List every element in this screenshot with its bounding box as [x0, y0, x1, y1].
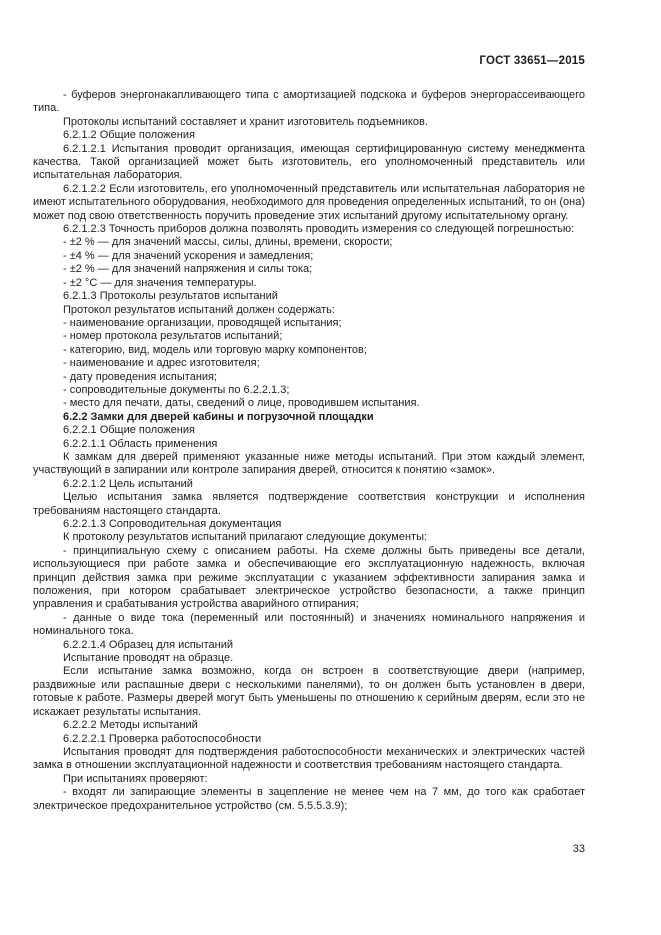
paragraph: 6.2.2.1 Общие положения	[63, 424, 195, 437]
paragraph: - наименование и адрес изготовителя;	[63, 357, 260, 370]
paragraph: Протоколы испытаний составляет и хранит изготовитель подъемников.	[63, 115, 428, 128]
paragraph: 6.2.1.2.3 Точность приборов должна позволять проводить измерения со следующей погрешностью:	[63, 223, 575, 236]
paragraph: Целью испытания замка является подтверждение соответствия конструкции и исполнения требованиям настоящего стандарта.	[33, 491, 585, 517]
paragraph: При испытаниях проверяют:	[63, 772, 208, 785]
paragraph: Испытание проводят на образце.	[63, 652, 234, 665]
paragraph: - категорию, вид, модель или торговую марку компонентов;	[63, 343, 367, 356]
paragraph: - ±2 °С — для значения температуры.	[63, 276, 257, 289]
paragraph: К протоколу результатов испытаний прилагают следующие документы:	[63, 531, 428, 544]
paragraph: - ±2 % — для значений массы, силы, длины, времени, скорости;	[63, 236, 393, 249]
paragraph: - дату проведения испытания;	[63, 370, 218, 383]
paragraph: - буферов энергонакапливающего типа с амортизацией подскока и буферов энергорассеивающего типа.	[33, 89, 585, 115]
page-number: 33	[572, 843, 585, 855]
paragraph: 6.2.2.1.1 Область применения	[63, 437, 218, 450]
paragraph: 6.2.2.1.3 Сопроводительная документация	[63, 518, 282, 530]
paragraph: - наименование организации, проводящей испытания;	[63, 316, 342, 329]
paragraph: Протокол результатов испытаний должен содержать:	[63, 303, 335, 316]
paragraph: - ±2 % — для значений напряжения и силы тока;	[63, 263, 313, 276]
paragraph: 6.2.1.2 Общие положения	[63, 129, 195, 142]
paragraph: Испытания проводят для подтверждения работоспособности механических и электрических частей замка в отношении эксплуатационной надежности и соответствия требованиям настоящего стандарта.	[33, 745, 585, 772]
paragraph: - ±4 % — для значений ускорения и замедления;	[63, 249, 314, 262]
paragraph: - место для печати, даты, сведений о лице, проводившем испытания.	[63, 397, 420, 410]
paragraph: 6.2.1.2.2 Если изготовитель, его уполномоченный представитель или испытательная лаборатория не имеют испытательного оборудования, необходимого для проведения определенных испытаний, то он (она) может под свою ответственность поручить проведение этих испытаний другому испытательному органу.	[33, 182, 585, 222]
paragraph: - сопроводительные документы по 6.2.2.1.3;	[63, 383, 290, 396]
paragraph: 6.2.2.1.2 Цель испытаний	[63, 477, 193, 490]
document-body	[33, 89, 585, 813]
paragraph: 6.2.2.2.1 Проверка работоспособности	[63, 732, 262, 745]
paragraph: Если испытание замка возможно, когда он встроен в соответствующие двери (например, раздвижные или распашные двери с несколькими панелями), то он должен быть установлен в двери, готовые к работе. Размеры дверей могут быть уменьшены по отношению к серийным дверям, если это не искажает результаты испытания.	[33, 665, 585, 718]
paragraph: - входят ли запирающие элементы в зацепление не менее чем на 7 мм, до того как сработает электрическое предохранительное устройство (см. 5.5.5.3.9);	[33, 786, 585, 812]
paragraph: 6.2.1.3 Протоколы результатов испытаний	[63, 290, 278, 303]
paragraph: - принципиальную схему с описанием работы. На схеме должны быть приведены все детали, использующиеся при работе замка и обеспечивающие его эксплуатационную надежность, включая принцип действия замка при режиме эксплуатации с указанием эффективности запирания замка и положения, при котором срабатывает электрическое устройство безопасности, а также принцип управления и срабатывания устройства аварийного отпирания;	[33, 544, 585, 611]
paragraph: 6.2.1.2.1 Испытания проводит организация, имеющая сертифицированную систему менеджмента качества. Такой организацией может быть изготовитель, его уполномоченный представитель или испытательная лаборатория.	[33, 142, 585, 182]
paragraph: - номер протокола результатов испытаний;	[63, 330, 283, 343]
paragraph: 6.2.2.1.4 Образец для испытаний	[63, 638, 233, 651]
document-header: ГОСТ 33651—2015	[479, 55, 585, 67]
paragraph: К замкам для дверей применяют указанные ниже методы испытаний. При этом каждый элемент, участвующий в запирании или контроле запирания дверей, относится к понятию «замок».	[33, 450, 585, 477]
paragraph: 6.2.2.2 Методы испытаний	[63, 719, 198, 732]
paragraph: 6.2.2 Замки для дверей кабины и погрузочной площадки	[63, 410, 374, 423]
paragraph: - данные о виде тока (переменный или постоянный) и значениях номинального напряжения и номинального тока.	[33, 611, 585, 638]
